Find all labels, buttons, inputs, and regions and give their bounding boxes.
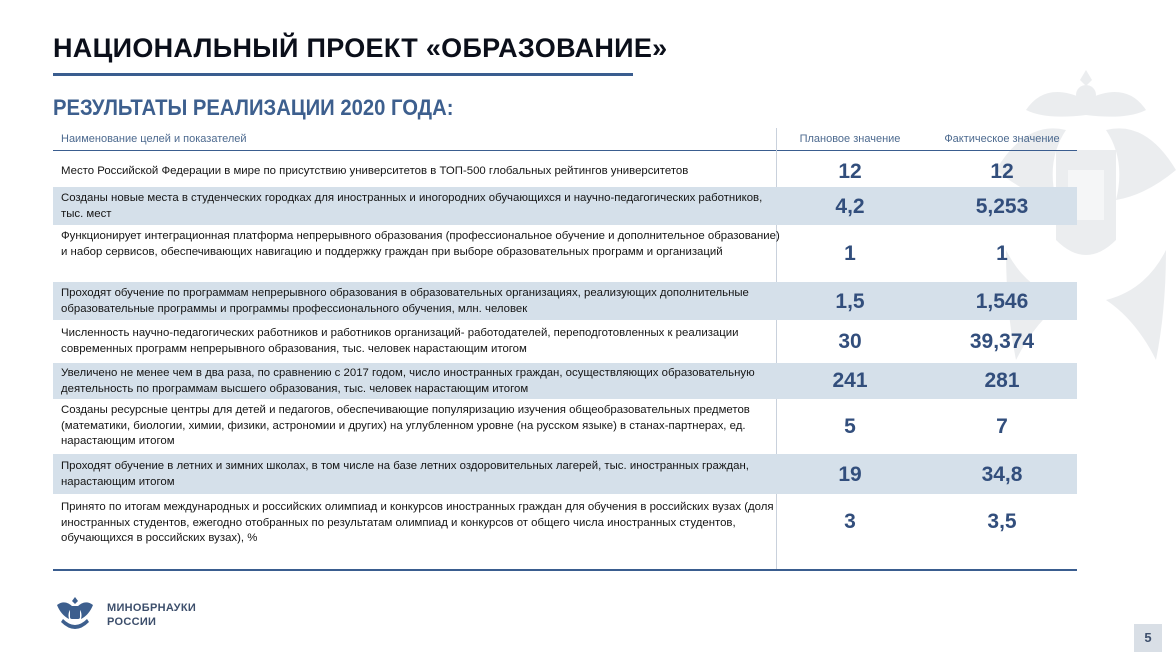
table-row xyxy=(53,187,1077,225)
table-header xyxy=(53,128,1077,151)
plan-value: 5 xyxy=(844,415,856,438)
row-description: Численность научно-педагогических работников и работников организаций- работодателей, переподготовленных к реализации современных программ непрерывного образования, тыс. человек нарастающим итогом xyxy=(61,327,739,355)
fact-value: 39,374 xyxy=(969,330,1035,353)
table-row xyxy=(53,494,1077,549)
plan-value: 1 xyxy=(844,242,856,265)
eagle-emblem-icon xyxy=(53,595,97,629)
column-header-plan: Плановое значение xyxy=(799,133,901,145)
org-name xyxy=(107,601,196,629)
row-description: Проходят обучение в летних и зимних школах, в том числе на базе летних оздоровительных лагерей, тыс. иностранных граждан, нарастающим итогом xyxy=(61,460,749,488)
plan-value: 12 xyxy=(838,160,862,183)
page-number: 5 xyxy=(1134,624,1162,652)
table-row xyxy=(53,399,1077,454)
table-row xyxy=(53,155,1077,187)
column-header-fact: Фактическое значение xyxy=(944,133,1060,145)
fact-value: 7 xyxy=(996,415,1008,438)
title-underline xyxy=(53,73,633,76)
fact-value: 1,546 xyxy=(975,290,1029,313)
page-title: НАЦИОНАЛЬНЫЙ ПРОЕКТ «ОБРАЗОВАНИЕ» xyxy=(53,33,668,63)
fact-value: 12 xyxy=(990,160,1014,183)
fact-value: 5,253 xyxy=(975,195,1029,218)
fact-value: 34,8 xyxy=(981,463,1023,486)
row-description: Увеличено не менее чем в два раза, по сравнению с 2017 годом, число иностранных граждан, осуществляющих образовательную деятельность по программам высшего образования, тыс. человек нарастающим итогом xyxy=(61,367,755,395)
row-description: Место Российской Федерации в мире по присутствию университетов в ТОП-500 глобальных рейтингов университетов xyxy=(61,165,689,177)
table-row xyxy=(53,225,1077,282)
row-description: Функционирует интеграционная платформа непрерывного образования (профессиональное обучение и дополнительное образование) и набор сервисов, обеспечивающих навигацию и поддержку граждан при выборе образовательных программ и организаций xyxy=(61,230,780,258)
org-name-line1: МИНОБРНАУКИ xyxy=(107,602,197,614)
table-row xyxy=(53,454,1077,494)
plan-value: 19 xyxy=(838,463,862,486)
fact-value: 281 xyxy=(984,369,1020,392)
org-name-line2: РОССИИ xyxy=(107,616,157,628)
table-bottom-rule xyxy=(53,569,1077,571)
fact-value: 3,5 xyxy=(987,510,1017,533)
page-subtitle: РЕЗУЛЬТАТЫ РЕАЛИЗАЦИИ 2020 ГОДА: xyxy=(53,95,454,120)
table-row xyxy=(53,363,1077,399)
results-table xyxy=(53,155,1077,549)
plan-value: 1,5 xyxy=(835,290,865,313)
column-header-name: Наименование целей и показателей xyxy=(61,133,247,145)
plan-value: 4,2 xyxy=(835,195,865,218)
table-row xyxy=(53,282,1077,320)
plan-value: 30 xyxy=(838,330,862,353)
table-row xyxy=(53,320,1077,363)
fact-value: 1 xyxy=(996,242,1008,265)
plan-value: 241 xyxy=(832,369,868,392)
plan-value: 3 xyxy=(844,510,856,533)
row-description: Принято по итогам международных и российских олимпиад и конкурсов иностранных граждан для обучения в российских вузах (доля иностранных студентов, ежегодно отобранных по результатам олимпиад и конкурсов от общего числа иностранных студентов, обучающихся в российских вузах), % xyxy=(61,501,774,544)
row-description: Созданы ресурсные центры для детей и педагогов, обеспечивающие популяризацию изучения общеобразовательных предметов (математики, биологии, химии, физики, астрономии и других) на углубленном уровне (на русском языке) в станах-партнерах, ед. нарастающим итогом xyxy=(61,404,750,447)
row-description: Созданы новые места в студенческих городках для иностранных и иногородних обучающихся и научно-педагогических работников, тыс. мест xyxy=(61,192,763,220)
row-description: Проходят обучение по программам непрерывного образования в образовательных организациях, реализующих дополнительные образовательные программы и программы профессионального обучения, млн. человек xyxy=(61,287,749,315)
